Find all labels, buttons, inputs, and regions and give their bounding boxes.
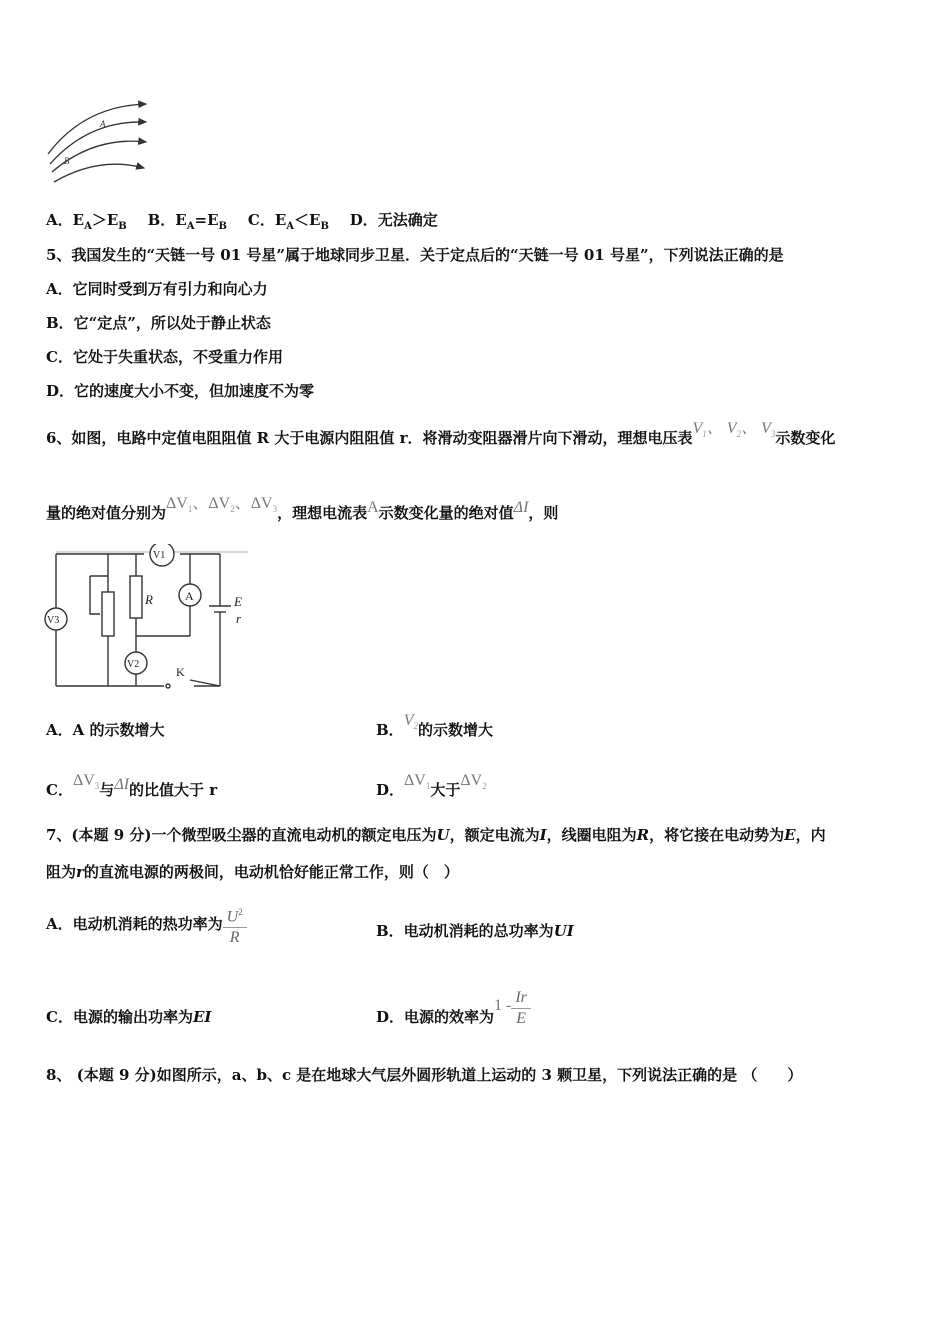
point-b-label: B: [64, 156, 70, 166]
q7-option-c[interactable]: C．电源的输出功率为EI: [46, 1008, 212, 1026]
q6-stem-line1: 6、如图，电路中定值电阻阻值 R 大于电源内阻阻值 r．将滑动变阻器滑片向下滑动，理想电压表$V_1$、 $V_2$、 $V_3$示数变化: [46, 420, 836, 447]
circuit-v1-label: V1: [153, 550, 166, 561]
circuit-v3-label: V3: [47, 615, 60, 626]
q4-options: [46, 210, 438, 237]
q4-option-c[interactable]: C．$E_A<E_B$: [247, 211, 329, 232]
q5-stem: 5、我国发生的“天链一号 01 号星”属于地球同步卫星．关于定点后的“天链一号 01 号星”，下列说法正确的是: [46, 246, 784, 264]
q4-option-d[interactable]: D．无法确定: [349, 211, 438, 229]
circuit-diagram: [44, 544, 250, 690]
circuit-k-label: K: [176, 665, 185, 679]
circuit-ri-label: r: [236, 611, 242, 626]
q8-stem: 8、 (本题 9 分)如图所示，a、b、c 是在地球大气层外圆形轨道上运动的 3 颗卫星，下列说法正确的是 （ ）: [46, 1066, 803, 1084]
q7-option-d[interactable]: D．电源的效率为1 - $\frac{Ir}{E}$: [376, 985, 531, 1030]
q6-stem-line2: 量的绝对值分别为$\Delta V_1$、$\Delta V_2$、$\Delta V_3$，理想电流表A示数变化量的绝对值ΔI，则: [46, 495, 559, 522]
q6-option-c[interactable]: C．$\Delta V_3$与ΔI的比值大于 r: [46, 772, 218, 799]
q6-option-d[interactable]: D．$\Delta V_1$大于$\Delta V_2$: [376, 772, 487, 799]
field-lines-figure: [44, 98, 154, 188]
q6-option-b[interactable]: B．$V_2$的示数增大: [376, 712, 493, 739]
q5-option-b[interactable]: B．它“定点”，所以处于静止状态: [46, 314, 271, 332]
q5-option-a[interactable]: A．它同时受到万有引力和向心力: [46, 280, 268, 298]
q7-option-b[interactable]: B．电动机消耗的总功率为UI: [376, 922, 574, 940]
circuit-e-label: E: [234, 594, 242, 609]
q5-option-c[interactable]: C．它处于失重状态，不受重力作用: [46, 348, 283, 366]
circuit-r-label: R: [145, 592, 153, 607]
point-a-label: A: [100, 119, 106, 129]
q7-stem-line1: 7、(本题 9 分)一个微型吸尘器的直流电动机的额定电压为U，额定电流为I，线圈电阻为R，将它接在电动势为E，内: [46, 826, 826, 844]
q4-option-a[interactable]: A．$E_A>E_B$: [46, 211, 127, 232]
circuit-a-label: A: [185, 589, 194, 603]
q6-option-a[interactable]: A．A 的示数增大: [46, 721, 165, 739]
q7-option-a[interactable]: A．电动机消耗的热功率为 $\frac{U^2}{R}$: [46, 902, 247, 948]
circuit-v2-label: V2: [127, 659, 140, 670]
q5-option-d[interactable]: D．它的速度大小不变，但加速度不为零: [46, 382, 315, 400]
q7-stem-line2: 阻为r的直流电源的两极间，电动机恰好能正常工作，则（ ）: [46, 863, 459, 881]
q4-option-b[interactable]: B．$E_A=E_B$: [147, 211, 227, 232]
